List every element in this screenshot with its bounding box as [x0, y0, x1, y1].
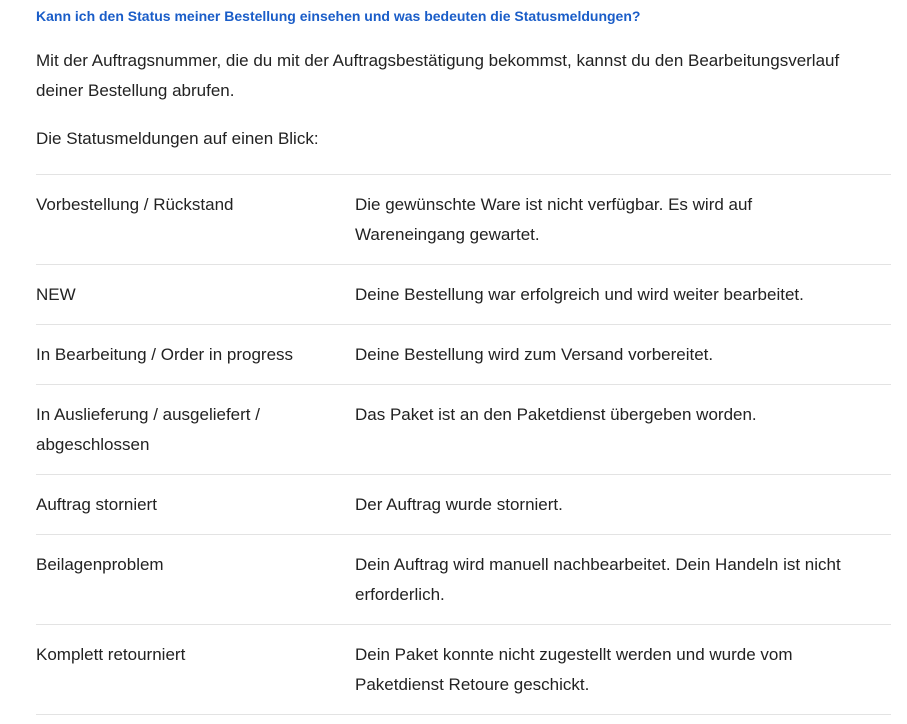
- status-description: Das Paket ist an den Paketdienst übergeben worden.: [355, 405, 757, 424]
- table-row: [36, 475, 891, 535]
- faq-answer: Mit der Auftragsnummer, die du mit der Auftragsbestätigung bekommst, kannst du den Bearbeitungsverlauf deiner Bestellung abrufen.: [36, 51, 840, 100]
- status-name: Beilagenproblem: [36, 555, 164, 574]
- status-description: Dein Auftrag wird manuell nachbearbeitet. Dein Handeln ist nicht erforderlich.: [355, 555, 841, 604]
- table-row: [36, 325, 891, 385]
- status-name: NEW: [36, 285, 76, 304]
- status-name: In Bearbeitung / Order in progress: [36, 345, 294, 364]
- status-description: Dein Paket konnte nicht zugestellt werden und wurde vom Paketdienst Retoure geschickt.: [355, 645, 793, 694]
- status-description: Der Auftrag wurde storniert.: [355, 495, 563, 514]
- status-name: Komplett retourniert: [36, 645, 186, 664]
- table-row: [36, 625, 891, 715]
- status-name: In Auslieferung / ausgeliefert / abgeschlossen: [36, 405, 260, 454]
- table-row: [36, 175, 891, 265]
- status-table: [36, 174, 891, 715]
- status-name: Vorbestellung / Rückstand: [36, 195, 234, 214]
- status-intro: Die Statusmeldungen auf einen Blick:: [36, 129, 319, 148]
- faq-question[interactable]: Kann ich den Status meiner Bestellung einsehen und was bedeuten die Statusmeldungen?: [36, 8, 641, 24]
- table-row: [36, 535, 891, 625]
- status-description: Die gewünschte Ware ist nicht verfügbar. Es wird auf Wareneingang gewartet.: [355, 195, 753, 244]
- status-name: Auftrag storniert: [36, 495, 157, 514]
- faq-section: [36, 0, 891, 715]
- table-row: [36, 385, 891, 475]
- table-row: [36, 265, 891, 325]
- status-description: Deine Bestellung war erfolgreich und wird weiter bearbeitet.: [355, 285, 804, 304]
- status-description: Deine Bestellung wird zum Versand vorbereitet.: [355, 345, 714, 364]
